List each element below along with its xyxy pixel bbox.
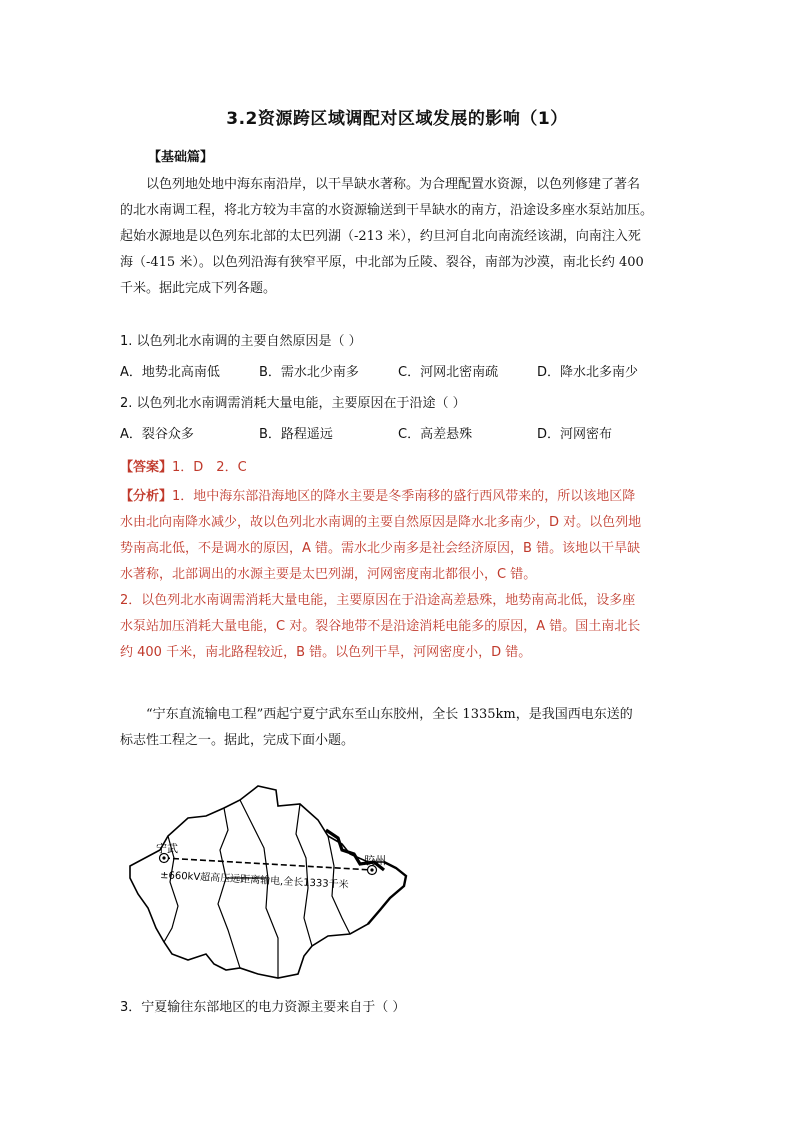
question-1-option-b[interactable]: B．需水北少南多 xyxy=(259,365,359,380)
passage-2-line: “宁东直流输电工程”西起宁夏宁武东至山东胶州，全长 1335km，是我国西电东送的 xyxy=(146,707,633,722)
transmission-line xyxy=(164,858,372,870)
question-3-stem: 3．宁夏输往东部地区的电力资源主要来自于（ ） xyxy=(120,1000,406,1015)
answer-label: 【答案】 xyxy=(120,460,173,475)
question-2-option-d[interactable]: D．河网密布 xyxy=(537,427,613,442)
question-2-option-a[interactable]: A．裂谷众多 xyxy=(120,427,194,442)
map-border xyxy=(240,800,278,978)
section-label: 【基础篇】 xyxy=(148,150,214,165)
west-label: 宁武 xyxy=(156,842,178,855)
line-label: ±660kV超高压远距离输电,全长1333千米 xyxy=(159,870,349,891)
map-border xyxy=(296,804,312,946)
analysis-line: 势南高北低，不是调水的原因，A 错。需水北少南多是社会经济原因，B 错。该地以干旱缺 xyxy=(120,541,641,556)
map-border xyxy=(218,808,240,968)
question-1-option-c[interactable]: C．河网北密南疏 xyxy=(398,365,499,380)
east-endpoint-dot xyxy=(370,868,373,871)
analysis-line: 1．地中海东部沿海地区的降水主要是冬季南移的盛行西风带来的，所以该地区降 xyxy=(172,489,636,504)
passage-1 xyxy=(120,172,676,302)
passage-1-line: 起始水源地是以色列东北部的太巴列湖（-213 米），约旦河自北向南流经该湖，向南注入死 xyxy=(120,229,641,244)
question-1-options xyxy=(120,362,676,384)
analysis-line: 水著称，北部调出的水源主要是太巴列湖，河网密度南北都很小，C 错。 xyxy=(120,567,537,582)
passage-1-line: 海（-415 米）。以色列沿海有狭窄平原，中北部为丘陵、裂谷，南部为沙漠，南北长约 400 xyxy=(120,255,644,270)
analysis-line: 2．以色列北水南调需消耗大量电能，主要原因在于沿途高差悬殊，地势南高北低，设多座 xyxy=(120,593,636,608)
answer-block xyxy=(120,456,247,475)
power-transmission-map xyxy=(128,778,418,983)
question-2-stem: 2. 以色列北水南调需消耗大量电能，主要原因在于沿途（ ） xyxy=(120,396,466,411)
question-2-options xyxy=(120,424,676,446)
answer-text: 1．D 2．C xyxy=(172,460,247,475)
question-2-option-c[interactable]: C．高差悬殊 xyxy=(398,427,473,442)
page-title: 3.2资源跨区域调配对区域发展的影响（1） xyxy=(226,109,568,129)
passage-1-line: 的北水南调工程，将北方较为丰富的水资源输送到干旱缺水的南方，沿途设多座水泵站加压。 xyxy=(120,203,654,218)
passage-1-line: 以色列地处地中海东南沿岸，以干旱缺水著称。为合理配置水资源，以色列修建了著名 xyxy=(146,177,641,192)
analysis-block xyxy=(120,484,676,666)
question-1-option-d[interactable]: D．降水北多南少 xyxy=(537,365,639,380)
east-label: 胶州 xyxy=(364,854,386,867)
analysis-line: 水由北向南降水减少，故以色列北水南调的主要自然原因是降水北多南少，D 对。以色列地 xyxy=(120,515,642,530)
question-2-option-b[interactable]: B．路程遥远 xyxy=(259,427,333,442)
analysis-label: 【分析】 xyxy=(120,489,173,504)
question-1-option-a[interactable]: A．地势北高南低 xyxy=(120,365,220,380)
passage-2 xyxy=(120,702,676,754)
analysis-line: 约 400 千米，南北路程较近，B 错。以色列干旱，河网密度小，D 错。 xyxy=(120,645,532,660)
analysis-line: 水泵站加压消耗大量电能，C 对。裂谷地带不是沿途消耗电能多的原因，A 错。国土南北长 xyxy=(120,619,641,634)
question-1-stem: 1. 以色列北水南调的主要自然原因是（ ） xyxy=(120,334,362,349)
passage-1-line: 千米。据此完成下列各题。 xyxy=(120,281,277,296)
passage-2-line: 标志性工程之一。据此，完成下面小题。 xyxy=(120,733,355,748)
west-endpoint-dot xyxy=(162,856,165,859)
